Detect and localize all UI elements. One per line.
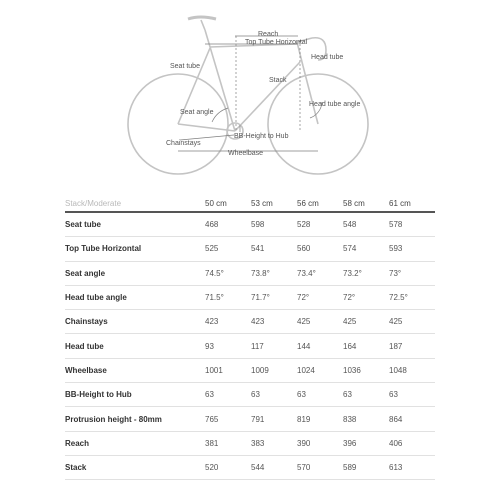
- table-cell: 383: [251, 438, 265, 448]
- table-cell: 1024: [297, 365, 315, 375]
- table-cell: 381: [205, 438, 219, 448]
- table-cell: 864: [389, 414, 403, 424]
- bb-height-to-hub-label: BB-Height to Hub: [234, 133, 289, 140]
- row-label: Top Tube Horizontal: [65, 244, 142, 254]
- geometry-table: [65, 196, 435, 480]
- table-cell: 791: [251, 414, 265, 424]
- header-size-53: 53 cm: [251, 196, 297, 212]
- row-label: Wheelbase: [65, 365, 107, 375]
- row-label: Head tube: [65, 341, 104, 351]
- row-label: Seat tube: [65, 220, 102, 230]
- seat-tube-label: Seat tube: [170, 63, 200, 70]
- table-cell: 574: [343, 244, 357, 254]
- table-cell: 63: [389, 390, 398, 400]
- table-cell: 425: [389, 317, 403, 327]
- table-header-row: [65, 196, 435, 212]
- table-row: [65, 334, 435, 358]
- table-cell: 838: [343, 414, 357, 424]
- table-row: [65, 431, 435, 455]
- table-cell: 73.8°: [251, 268, 270, 278]
- table-row: [65, 237, 435, 261]
- row-label: Seat angle: [65, 268, 106, 278]
- bike-frame-drawing: [0, 0, 500, 190]
- table-cell: 73.2°: [343, 268, 362, 278]
- table-row: [65, 285, 435, 309]
- chainstays-label: Chainstays: [166, 140, 201, 147]
- table-cell: 765: [205, 414, 219, 424]
- table-cell: 63: [205, 390, 214, 400]
- table-cell: 570: [297, 463, 311, 473]
- table-row: [65, 358, 435, 382]
- table-cell: 1009: [251, 365, 269, 375]
- table-row: [65, 310, 435, 334]
- header-size-61: 61 cm: [389, 196, 435, 212]
- table-cell: 520: [205, 463, 219, 473]
- table-cell: 425: [297, 317, 311, 327]
- reach-label: Reach: [258, 31, 279, 38]
- table-cell: 1036: [343, 365, 361, 375]
- table-cell: 72°: [297, 293, 310, 303]
- table-cell: 396: [343, 438, 357, 448]
- table-cell: 541: [251, 244, 265, 254]
- table-cell: 1001: [205, 365, 223, 375]
- table-cell: 72.5°: [389, 293, 408, 303]
- saddle-shape: [188, 17, 216, 19]
- table-cell: 423: [251, 317, 265, 327]
- table-cell: 63: [297, 390, 306, 400]
- table-cell: 598: [251, 220, 265, 230]
- table-cell: 589: [343, 463, 357, 473]
- row-label: Chainstays: [65, 317, 108, 327]
- table-row: [65, 383, 435, 407]
- table-cell: 390: [297, 438, 311, 448]
- header-size-50: 50 cm: [205, 196, 251, 212]
- table-cell: 187: [389, 341, 403, 351]
- table-cell: 525: [205, 244, 219, 254]
- table-row: [65, 261, 435, 285]
- header-size-58: 58 cm: [343, 196, 389, 212]
- table-cell: 468: [205, 220, 219, 230]
- table-cell: 117: [251, 341, 264, 351]
- table-cell: 528: [297, 220, 311, 230]
- table-row: [65, 212, 435, 237]
- table-cell: 71.5°: [205, 293, 224, 303]
- table-cell: 164: [343, 341, 357, 351]
- stack-label: Stack: [269, 77, 287, 84]
- table-cell: 63: [343, 390, 352, 400]
- table-cell: 63: [251, 390, 260, 400]
- row-label: Head tube angle: [65, 293, 127, 303]
- row-label: Protrusion height - 80mm: [65, 414, 162, 424]
- table-cell: 74.5°: [205, 268, 224, 278]
- table-body: [65, 212, 435, 480]
- table-cell: 613: [389, 463, 403, 473]
- table-cell: 544: [251, 463, 265, 473]
- row-label: BB-Height to Hub: [65, 390, 132, 400]
- seat-angle-label: Seat angle: [180, 109, 214, 116]
- table-cell: 548: [343, 220, 357, 230]
- head-tube-label: Head tube: [311, 54, 344, 61]
- head-tube-angle-label: Head tube angle: [309, 101, 361, 108]
- table-cell: 406: [389, 438, 403, 448]
- table-cell: 144: [297, 341, 311, 351]
- row-label: Reach: [65, 438, 90, 448]
- wheelbase-label: Wheelbase: [228, 150, 264, 157]
- table-cell: 593: [389, 244, 403, 254]
- table-row: [65, 407, 435, 431]
- table-cell: 819: [297, 414, 311, 424]
- table-cell: 71.7°: [251, 293, 270, 303]
- table-cell: 1048: [389, 365, 407, 375]
- table-cell: 73°: [389, 268, 402, 278]
- top-tube-horizontal-label: Top Tube Horizontal: [245, 39, 308, 46]
- table-cell: 578: [389, 220, 403, 230]
- table-cell: 73.4°: [297, 268, 316, 278]
- table-cell: 425: [343, 317, 357, 327]
- table-cell: 560: [297, 244, 311, 254]
- table-row: [65, 455, 435, 479]
- table-cell: 72°: [343, 293, 356, 303]
- bike-geometry-diagram: [0, 0, 500, 190]
- header-size-56: 56 cm: [297, 196, 343, 212]
- seatpost-line: [201, 20, 205, 30]
- row-label: Stack: [65, 463, 87, 473]
- table-cell: 423: [205, 317, 219, 327]
- table-cell: 93: [205, 341, 214, 351]
- header-size-category: Stack/Moderate: [65, 196, 205, 212]
